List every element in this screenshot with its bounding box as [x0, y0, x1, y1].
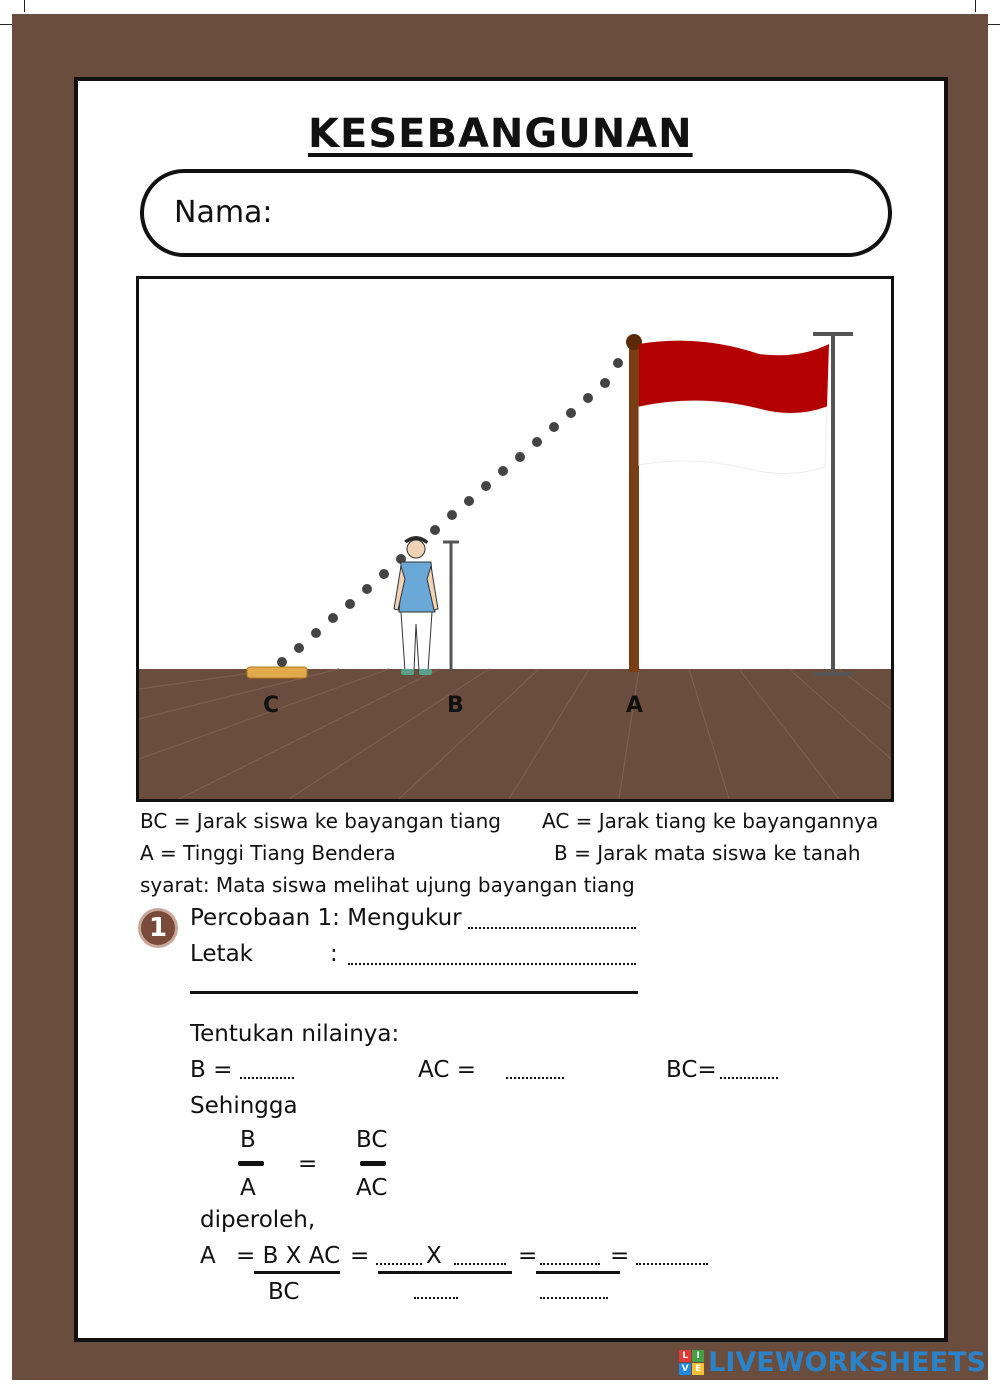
obtained-label: diperoleh,	[200, 1207, 316, 1233]
definition-bc: BC = Jarak siswa ke bayangan tiang	[140, 809, 502, 833]
calc-blank-3[interactable]	[414, 1297, 458, 1299]
logo-letter: V	[679, 1363, 691, 1375]
experiment-title: Percobaan 1: Mengukur	[190, 905, 462, 931]
logo-letter: E	[692, 1363, 704, 1375]
definition-a: A = Tinggi Tiang Bendera	[140, 841, 396, 865]
fraction-a-denominator: A	[240, 1175, 256, 1201]
bc-value-blank[interactable]	[720, 1077, 778, 1079]
definition-b: B = Jarak mata siswa ke tanah	[554, 841, 861, 865]
name-label: Nama:	[174, 195, 273, 230]
crop-mark	[988, 24, 1000, 25]
times-sign: X	[426, 1243, 442, 1269]
therefore-label: Sehingga	[190, 1093, 298, 1119]
page-title: KESEBANGUNAN	[308, 111, 693, 157]
point-c-label: C	[263, 693, 280, 718]
flag-pole	[629, 342, 639, 672]
measure-answer-blank[interactable]	[468, 927, 636, 929]
requirement-text: syarat: Mata siswa melihat ujung bayangan tiang	[140, 873, 635, 897]
equals-sign: =	[298, 1151, 318, 1177]
crop-mark	[975, 0, 976, 12]
logo-letter: L	[679, 1350, 691, 1362]
calc-blank-2[interactable]	[454, 1263, 506, 1265]
equals-sign: =	[610, 1243, 630, 1269]
logo-letter: I	[692, 1350, 704, 1362]
equals-sign: =	[350, 1243, 370, 1269]
point-a-label: A	[626, 693, 644, 718]
point-b-label: B	[447, 693, 464, 718]
formula-a-label: A	[200, 1243, 216, 1269]
fraction-b-numerator: B	[240, 1127, 256, 1153]
worksheet-frame	[12, 14, 988, 1380]
location-label: Letak	[190, 941, 253, 967]
determine-values-label: Tentukan nilainya:	[190, 1021, 400, 1047]
ac-value-blank[interactable]	[506, 1077, 564, 1079]
fraction-ac-denominator: AC	[356, 1175, 388, 1201]
name-field[interactable]	[140, 169, 892, 257]
flagpole-illustration	[136, 276, 894, 802]
calc-fraction-bar	[536, 1271, 620, 1274]
location-colon: :	[330, 941, 338, 967]
experiment-number-badge: 1	[138, 908, 178, 948]
calc-blank-4[interactable]	[540, 1263, 600, 1265]
fraction-bar	[238, 1161, 264, 1166]
section-divider	[190, 991, 638, 994]
b-value-blank[interactable]	[240, 1077, 294, 1079]
formula-denominator: BC	[268, 1279, 300, 1305]
floor	[139, 669, 891, 799]
worksheet-page	[74, 77, 948, 1342]
final-answer-blank[interactable]	[636, 1263, 708, 1265]
formula-fraction-bar	[254, 1271, 340, 1274]
calc-blank-1[interactable]	[376, 1263, 422, 1265]
fraction-bar	[360, 1161, 386, 1166]
logo-text: LIVEWORKSHEETS	[708, 1347, 986, 1378]
ac-value-label: AC =	[418, 1057, 476, 1083]
definition-ac: AC = Jarak tiang ke bayangannya	[542, 809, 879, 833]
fraction-bc-numerator: BC	[356, 1127, 388, 1153]
crop-mark	[0, 24, 12, 25]
calc-blank-5[interactable]	[540, 1297, 608, 1299]
crop-mark	[24, 0, 25, 12]
formula-numerator: = B X AC	[236, 1243, 341, 1269]
bc-value-label: BC=	[666, 1057, 717, 1083]
liveworksheets-logo	[679, 1347, 986, 1378]
shadow-tip-marker	[247, 667, 307, 678]
equals-sign: =	[518, 1243, 538, 1269]
b-value-label: B =	[190, 1057, 233, 1083]
logo-grid-icon	[679, 1350, 704, 1375]
calc-fraction-bar	[378, 1271, 512, 1274]
location-answer-blank[interactable]	[348, 963, 636, 965]
